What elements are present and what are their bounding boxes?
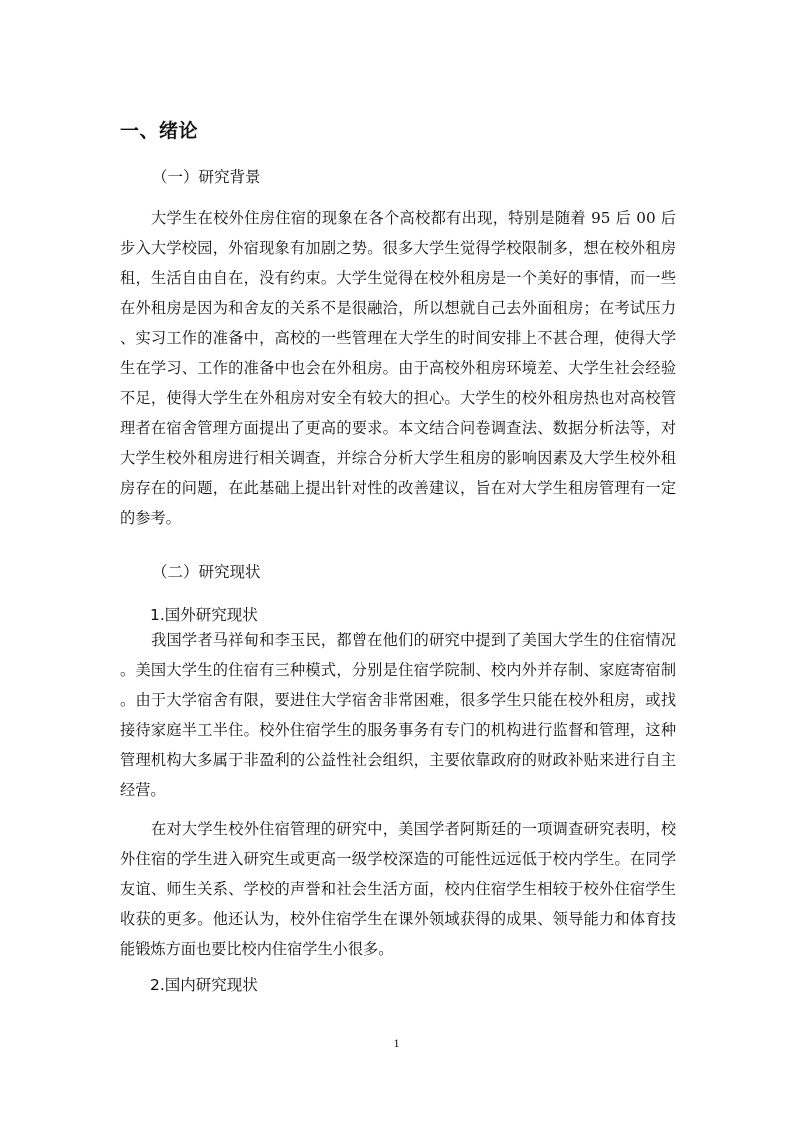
subsection-heading-background: （一）研究背景 [152,168,261,186]
item-heading-foreign-research: 1.国外研究现状 [150,606,258,624]
paragraph-research-background: 大学生在校外住房住宿的现象在各个高校都有出现，特别是随着 95 后 00 后步入大学校园，外宿现象有加剧之势。很多大学生觉得学校限制多，想在校外租房租，生活自由自在，没有约束。大学生觉得在校外租房是一个美好的事情，而一些在外租房是因为和舍友的关系不是很融洽，所以想就自己去外面租房；在考试压力、实习工作的准备中，高校的一些管理在大学生的时间安排上不甚合理，使得大学生在学习、工作的准备中也会在外租房。由于高校外租房环境差、大学生社会经验不足，使得大学生在外租房对安全有较大的担心。大学生的校外租房热也对高校管理者在宿舍管理方面提出了更高的要求。本文结合问卷调查法、数据分析法等，对大学生校外租房进行相关调查，并综合分析大学生租房的影响因素及大学生校外租房存在的问题，在此基础上提出针对性的改善建议，旨在对大学生租房管理有一定的参考。 [120,209,676,527]
paragraph-foreign-research-1: 我国学者马祥甸和李玉民，都曾在他们的研究中提到了美国大学生的住宿情况。美国大学生的住宿有三种模式，分别是住宿学院制、校内外并存制、家庭寄宿制。由于大学宿舍有限，要进住大学宿舍非常困难，很多学生只能在校外租房，或找接待家庭半工半住。校外住宿学生的服务事务有专门的机构进行监督和管理，这种管理机构大多属于非盈利的公益性社会组织，主要依靠政府的财政补贴来进行自主经营。 [120,631,676,799]
section-title: 一、绪论 [120,120,199,142]
subsection-heading-status: （二）研究现状 [152,563,261,581]
item-heading-domestic-research: 2.国内研究现状 [150,976,258,994]
paragraph-foreign-research-2: 在对大学生校外住宿管理的研究中，美国学者阿斯廷的一项调查研究表明，校外住宿的学生进入研究生或更高一级学校深造的可能性远远低于校内学生。在同学友谊、师生关系、学校的声誉和社会生活方面，校内住宿学生相较于校外住宿学生收获的更多。他还认为，校外住宿学生在课外领域获得的成果、领导能力和体育技能锻炼方面也要比校内住宿学生小很多。 [120,820,676,958]
page-number: 1 [393,1036,400,1050]
